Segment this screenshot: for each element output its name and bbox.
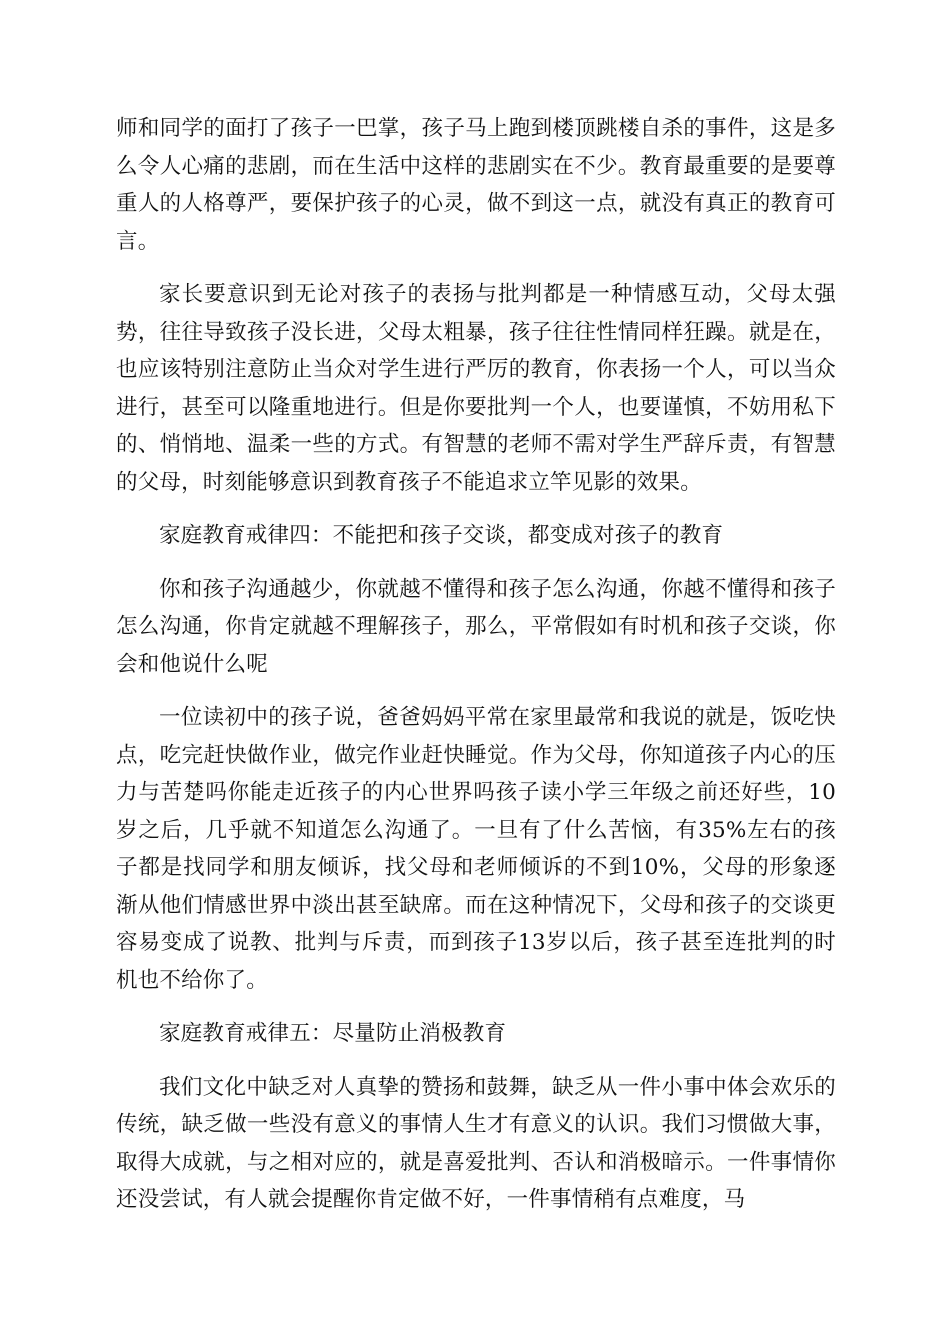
section-heading-rule-five: 家庭教育戒律五：尽量防止消极教育: [159, 1021, 507, 1046]
document-body: [116, 110, 836, 1235]
paragraph-continuation: 师和同学的面打了孩子一巴掌，孩子马上跑到楼顶跳楼自杀的事件，这是多么令人心痛的悲剧，而在生活中这样的悲剧实在不少。教育最重要的是要尊重人的人格尊严，要保护孩子的心灵，做不到这一点，就没有真正的教育可言。: [116, 116, 836, 254]
paragraph-culture: 我们文化中缺乏对人真挚的赞扬和鼓舞，缺乏从一件小事中体会欢乐的传统，缺乏做一些没有意义的事情人生才有意义的认识。我们习惯做大事，取得大成就，与之相对应的，就是喜爱批判、否认和消极暗示。一件事情你还没尝试，有人就会提醒你肯定做不好，一件事情稍有点难度，马: [116, 1074, 836, 1212]
paragraph-parent-emotion: 家长要意识到无论对孩子的表扬与批判都是一种情感互动，父母太强势，往往导致孩子没长进，父母太粗暴，孩子往往性情同样狂躁。就是在，也应该特别注意防止当众对学生进行严厉的教育，你表扬一个人，可以当众进行，甚至可以隆重地进行。但是你要批判一个人，也要谨慎，不妨用私下的、悄悄地、温柔一些的方式。有智慧的老师不需对学生严辞斥责，有智慧的父母，时刻能够意识到教育孩子不能追求立竿见影的效果。: [116, 282, 836, 495]
section-heading-rule-four: 家庭教育戒律四：不能把和孩子交谈，都变成对孩子的教育: [159, 523, 724, 548]
paragraph-middle-school-child: 一位读初中的孩子说，爸爸妈妈平常在家里最常和我说的就是，饭吃快点，吃完赶快做作业，做完作业赶快睡觉。作为父母，你知道孩子内心的压力与苦楚吗你能走近孩子的内心世界吗孩子读小学三年级之前还好些，10岁之后，几乎就不知道怎么沟通了。一旦有了什么苦恼，有35%左右的孩子都是找同学和朋友倾诉，找父母和老师倾诉的不到10%，父母的形象逐渐从他们情感世界中淡出甚至缺席。而在这种情况下，父母和孩子的交谈更容易变成了说教、批判与斥责，而到孩子13岁以后，孩子甚至连批判的时机也不给你了。: [116, 705, 836, 993]
paragraph-communication: 你和孩子沟通越少，你就越不懂得和孩子怎么沟通，你越不懂得和孩子怎么沟通，你肯定就越不理解孩子，那么，平常假如有时机和孩子交谈，你会和他说什么呢: [116, 576, 836, 677]
